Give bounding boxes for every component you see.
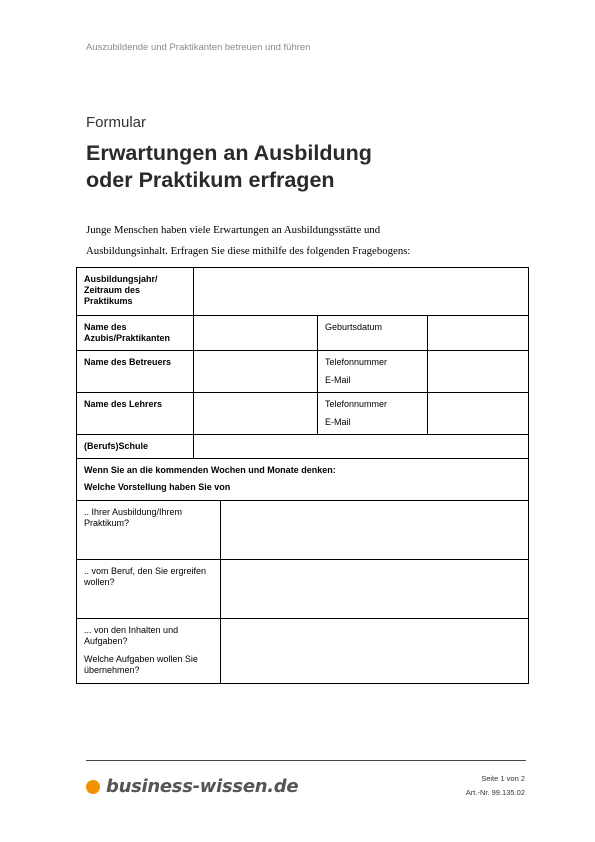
form-row-section: [77, 459, 529, 501]
question-3-label: [77, 619, 221, 684]
article-number: Art.-Nr. 99.135.02: [465, 788, 525, 797]
page-info: [466, 772, 525, 800]
running-header: Auszubildende und Praktikanten betreuen und führen: [86, 42, 311, 53]
supervisor-contact-field[interactable]: [428, 351, 529, 393]
name-label: Name des Azubis/Praktikanten: [77, 316, 194, 351]
form-row-name: [77, 316, 529, 351]
section-heading: [77, 459, 529, 501]
question-3a-text: ... von den Inhalten und Aufgaben?: [84, 625, 179, 646]
teacher-phone-label: Telefonnummer: [325, 399, 388, 409]
teacher-contact-labels: [318, 393, 428, 435]
title-line-2: oder Praktikum erfragen: [86, 168, 335, 192]
period-field[interactable]: [194, 268, 529, 316]
brand-logo: [86, 776, 298, 797]
supervisor-phone-label: Telefonnummer: [325, 357, 388, 367]
form-row-supervisor: [77, 351, 529, 393]
supervisor-label: Name des Betreuers: [77, 351, 194, 393]
period-label: Ausbildungsjahr/ Zeitraum des Praktikums: [77, 268, 194, 316]
supervisor-field[interactable]: [194, 351, 318, 393]
title-line-1: Erwartungen an Ausbildung: [86, 141, 372, 165]
section-heading-line-2: Welche Vorstellung haben Sie von: [84, 482, 231, 492]
question-2-answer[interactable]: [221, 560, 529, 619]
form-row-question-1: [77, 501, 529, 560]
brand-name: business-wissen.de: [106, 776, 299, 797]
teacher-field[interactable]: [194, 393, 318, 435]
form-row-question-3: [77, 619, 529, 684]
page-number: Seite 1 von 2: [481, 774, 525, 783]
question-1-answer[interactable]: [221, 501, 529, 560]
school-field[interactable]: [194, 435, 529, 459]
form-row-question-2: [77, 560, 529, 619]
form-row-period: [77, 268, 529, 316]
intro-line-2: Ausbildungsinhalt. Erfragen Sie diese mithilfe des folgenden Fragebogens:: [86, 244, 411, 257]
teacher-label: Name des Lehrers: [77, 393, 194, 435]
teacher-email-label: E-Mail: [325, 417, 351, 427]
birthdate-field[interactable]: [428, 316, 529, 351]
question-1-label: .. Ihrer Ausbildung/Ihrem Praktikum?: [77, 501, 221, 560]
birthdate-label: Geburtsdatum: [318, 316, 428, 351]
document-title: [86, 140, 526, 194]
form-kicker: Formular: [86, 114, 147, 131]
name-field[interactable]: [194, 316, 318, 351]
supervisor-email-label: E-Mail: [325, 375, 351, 385]
school-label: (Berufs)Schule: [77, 435, 194, 459]
intro-line-1: Junge Menschen haben viele Erwartungen an Ausbildungsstätte und: [86, 224, 381, 236]
supervisor-contact-labels: [318, 351, 428, 393]
footer-divider: [86, 760, 526, 761]
question-3b-text: Welche Aufgaben wollen Sie übernehmen?: [84, 654, 198, 675]
expectations-form: [76, 267, 529, 684]
logo-dot-icon: [86, 780, 100, 794]
form-row-teacher: [77, 393, 529, 435]
teacher-contact-field[interactable]: [428, 393, 529, 435]
question-3-answer[interactable]: [221, 619, 529, 684]
question-2-label: .. vom Beruf, den Sie ergreifen wollen?: [77, 560, 221, 619]
intro-text: [86, 220, 526, 261]
section-heading-line-1: Wenn Sie an die kommenden Wochen und Monate denken:: [84, 465, 336, 475]
form-row-school: [77, 435, 529, 459]
